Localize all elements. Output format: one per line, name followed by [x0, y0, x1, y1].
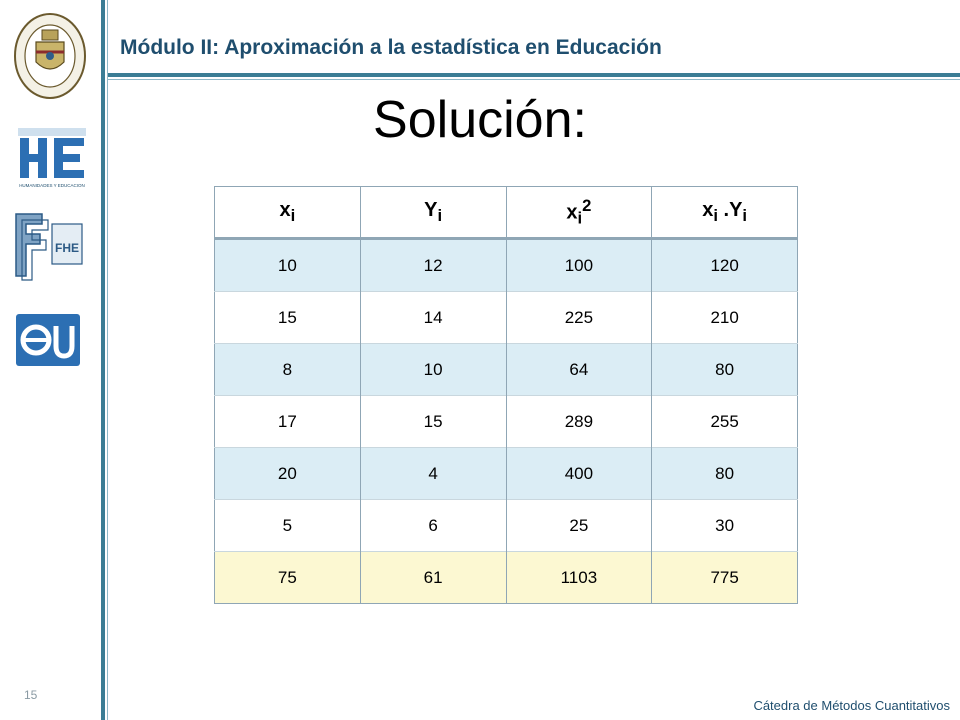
- he-logo-caption: HUMANIDADES Y EDUCACION: [19, 183, 85, 188]
- page-number: 15: [24, 688, 38, 702]
- table-total-row: [215, 552, 798, 604]
- table-cell: 75: [215, 552, 361, 604]
- table-row: [215, 292, 798, 344]
- header-xi: $x_i$: [215, 187, 361, 239]
- table-cell: 80: [652, 344, 798, 396]
- table-row: [215, 396, 798, 448]
- table-row: [215, 344, 798, 396]
- table-cell: 20: [215, 448, 361, 500]
- table-cell: 14: [360, 292, 506, 344]
- fhe-logo-letters: FHE: [55, 241, 79, 255]
- table-cell: 120: [652, 239, 798, 292]
- table-cell: 25: [506, 500, 652, 552]
- table-cell: 225: [506, 292, 652, 344]
- table-cell: 775: [652, 552, 798, 604]
- header-horizontal-rule-thin: [108, 79, 960, 80]
- table-cell: 30: [652, 500, 798, 552]
- table-cell: 15: [360, 396, 506, 448]
- edu-logo: [14, 312, 82, 368]
- table-cell: 1103: [506, 552, 652, 604]
- table-cell: 100: [506, 239, 652, 292]
- table-cell: 289: [506, 396, 652, 448]
- table-cell: 5: [215, 500, 361, 552]
- header-xi-squared: $x_i^2$: [506, 187, 652, 239]
- table-cell: 61: [360, 552, 506, 604]
- table-cell: 400: [506, 448, 652, 500]
- table-cell: 17: [215, 396, 361, 448]
- table-header-row: [215, 187, 798, 239]
- university-seal-logo: [12, 10, 88, 100]
- table-cell: 64: [506, 344, 652, 396]
- table-cell: 10: [215, 239, 361, 292]
- slide-title: Solución:: [373, 91, 587, 149]
- header-yi: $Y_i$: [360, 187, 506, 239]
- table-cell: 12: [360, 239, 506, 292]
- module-title: Módulo II: Aproximación a la estadística en Educación: [120, 36, 662, 59]
- table-row: [215, 239, 798, 292]
- table-cell: 8: [215, 344, 361, 396]
- solution-table: [214, 186, 798, 604]
- course-footer: Cátedra de Métodos Cuantitativos: [753, 698, 950, 713]
- table-cell: 10: [360, 344, 506, 396]
- table-cell: 4: [360, 448, 506, 500]
- table-cell: 6: [360, 500, 506, 552]
- table-cell: 80: [652, 448, 798, 500]
- edu-logo-letters: EU: [45, 363, 51, 367]
- fhe-logo: [12, 210, 86, 282]
- table-row: [215, 448, 798, 500]
- table-cell: 255: [652, 396, 798, 448]
- header-xi-times-yi: $x_i$ $.Y_i$: [652, 187, 798, 239]
- table-cell: 210: [652, 292, 798, 344]
- table-cell: 15: [215, 292, 361, 344]
- table-row: [215, 500, 798, 552]
- header-horizontal-rule: [108, 73, 960, 77]
